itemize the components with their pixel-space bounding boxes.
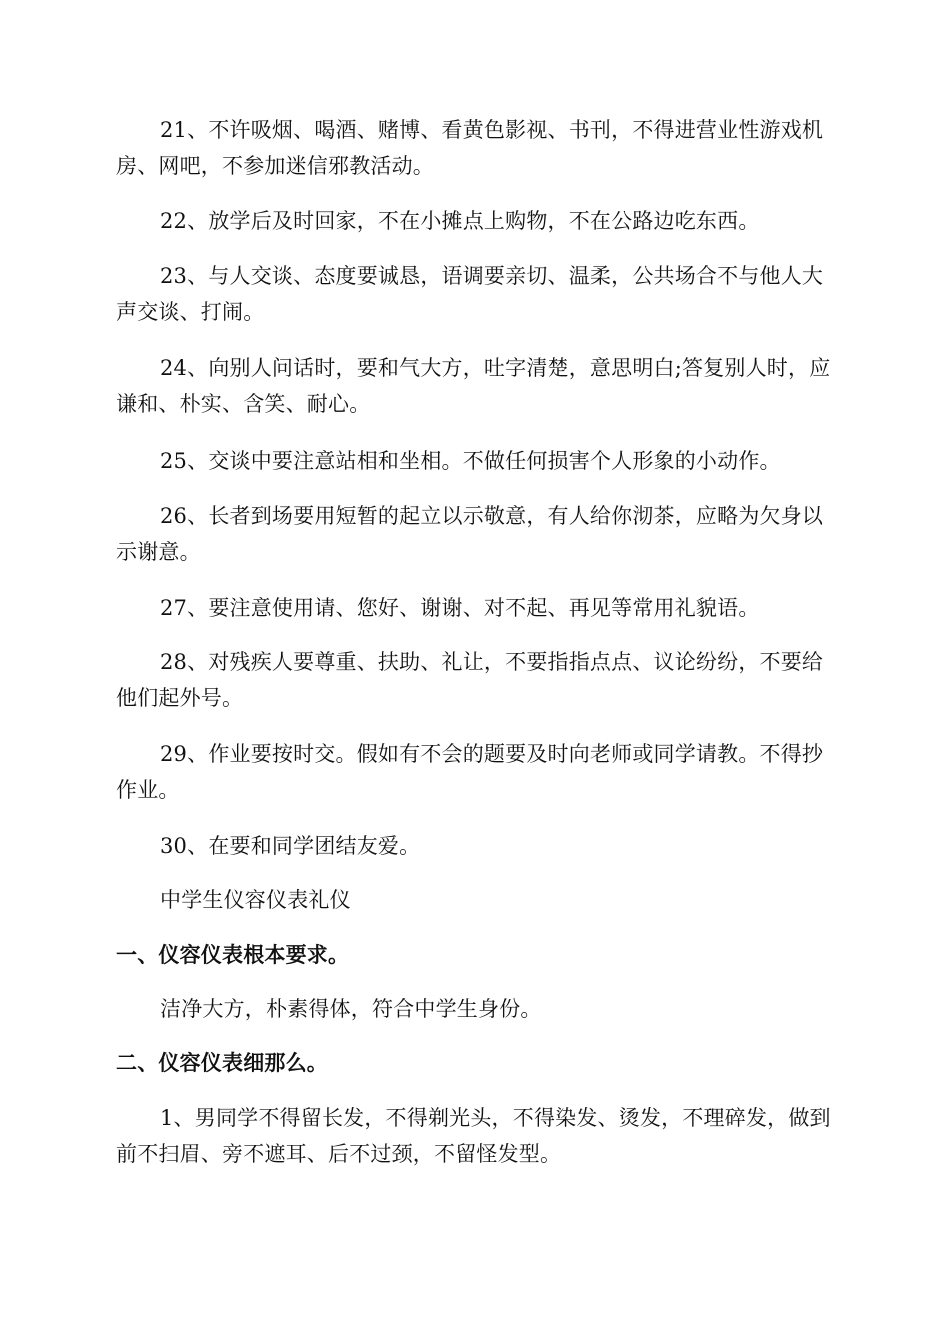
- rule-27: 27、要注意使用请、您好、谢谢、对不起、再见等常用礼貌语。: [160, 596, 760, 620]
- rule-30: 30、在要和同学团结友爱。: [160, 834, 421, 858]
- rule-23: 23、与人交谈、态度要诚恳，语调要亲切、温柔，公共场合不与他人大声交谈、打闹。: [116, 264, 824, 324]
- rule-29: 29、作业要按时交。假如有不会的题要及时向老师或同学请教。不得抄作业。: [116, 742, 824, 802]
- rule-26: 26、长者到场要用短暂的起立以示敬意，有人给你沏茶，应略为欠身以示谢意。: [116, 504, 824, 564]
- section-title: 中学生仪容仪表礼仪: [160, 888, 351, 912]
- rule-28: 28、对残疾人要尊重、扶助、礼让，不要指指点点、议论纷纷，不要给他们起外号。: [116, 650, 824, 710]
- rule-25: 25、交谈中要注意站相和坐相。不做任何损害个人形象的小动作。: [160, 449, 781, 473]
- detail-1: 1、男同学不得留长发，不得剃光头，不得染发、烫发，不理碎发，做到前不扫眉、旁不遮耳、后不过颈，不留怪发型。: [116, 1106, 831, 1166]
- basic-requirements-text: 洁净大方，朴素得体，符合中学生身份。: [160, 997, 542, 1021]
- rule-22: 22、放学后及时回家，不在小摊点上购物，不在公路边吃东西。: [160, 209, 760, 233]
- rule-24: 24、向别人问话时，要和气大方，吐字清楚，意思明白;答复别人时，应谦和、朴实、含笑、耐心。: [116, 356, 831, 416]
- heading-basic-requirements: 一、仪容仪表根本要求。: [116, 942, 350, 967]
- heading-details: 二、仪容仪表细那么。: [116, 1050, 328, 1075]
- rule-21: 21、不许吸烟、喝酒、赌博、看黄色影视、书刊，不得进营业性游戏机房、网吧，不参加迷信邪教活动。: [116, 118, 824, 178]
